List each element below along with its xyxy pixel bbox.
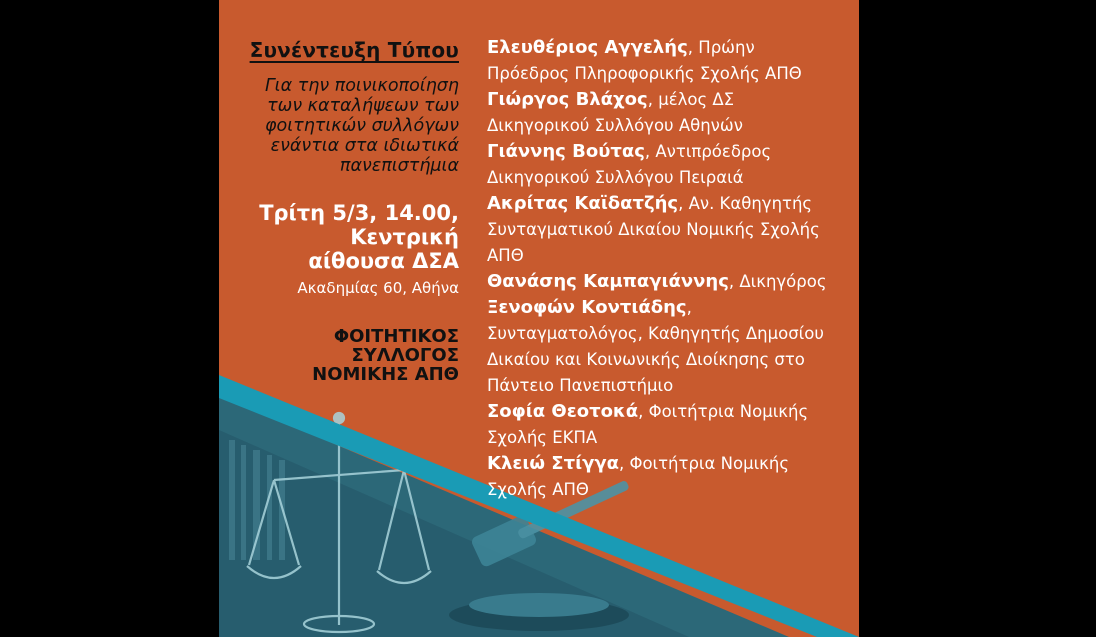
speaker-name: Κλειώ Στίγγα [487, 453, 619, 474]
speaker-role: , Πρώην Πρόεδρος Πληροφορικής Σχολής ΑΠΘ [487, 38, 802, 83]
organizer-line: ΦΟΙΤΗΤΙΚΟΣ [333, 326, 459, 347]
speaker-item [487, 269, 827, 295]
organizer-line: ΣΥΛΛΟΓΟΣ [351, 345, 459, 366]
speaker-name: Γιώργος Βλάχος [487, 89, 648, 110]
speaker-item [487, 295, 827, 399]
event-address: Ακαδημίας 60, Αθήνα [297, 279, 459, 297]
subtitle-line: των καταλήψεων των [267, 96, 459, 116]
subtitle-line: Για την ποινικοποίηση [264, 76, 459, 96]
speaker-name: Σοφία Θεοτοκά [487, 401, 639, 422]
speaker-item [487, 139, 827, 191]
speaker-role: , Δικηγόρος [728, 272, 827, 291]
speaker-item [487, 399, 827, 451]
speaker-item [487, 87, 827, 139]
speakers-list [487, 35, 827, 503]
event-venue-line: Κεντρική [350, 225, 459, 249]
subtitle-line: πανεπιστήμια [339, 156, 459, 176]
speaker-role: , Αν. Καθηγητής Συνταγματικού Δικαίου Νομικής Σχολής ΑΠΘ [487, 194, 820, 265]
speaker-name: Θανάσης Καμπαγιάννης [487, 271, 729, 292]
speaker-name: Ξενοφών Κοντιάδης [487, 297, 687, 318]
speaker-role: , Συνταγματολόγος, Καθηγητής Δημοσίου Δικαίου και Κοινωνικής Διοίκησης στο Πάντειο Πανεπιστήμιο [487, 298, 824, 395]
speaker-role: , Φοιτήτρια Νομικής Σχολής ΑΠΘ [487, 454, 790, 499]
left-column [239, 38, 459, 384]
speaker-item [487, 191, 827, 269]
speaker-item [487, 451, 827, 503]
organizer [239, 327, 459, 384]
speaker-name: Γιάννης Βούτας [487, 141, 645, 162]
event-date-time: Τρίτη 5/3, 14.00, [259, 201, 459, 225]
organizer-line: ΝΟΜΙΚΗΣ ΑΠΘ [312, 364, 459, 385]
speaker-item [487, 35, 827, 87]
speaker-name: Ελευθέριος Αγγελής [487, 37, 688, 58]
speaker-role: , Φοιτήτρια Νομικής Σχολής ΕΚΠΑ [487, 402, 809, 447]
subtitle-line: ενάντια στα ιδιωτικά [270, 136, 459, 156]
poster-subtitle [239, 76, 459, 176]
event-info [239, 201, 459, 273]
subtitle-line: φοιτητικών συλλόγων [265, 116, 459, 136]
speaker-role: , Αντιπρόεδρος Δικηγορικού Συλλόγου Πειραιά [487, 142, 772, 187]
speaker-name: Ακρίτας Καϊδατζής [487, 193, 679, 214]
press-conference-poster [219, 0, 859, 637]
event-venue-line: αίθουσα ΔΣΑ [308, 249, 459, 273]
poster-title: Συνέντευξη Τύπου [249, 38, 459, 62]
speaker-role: , μέλος ΔΣ Δικηγορικού Συλλόγου Αθηνών [487, 90, 743, 135]
